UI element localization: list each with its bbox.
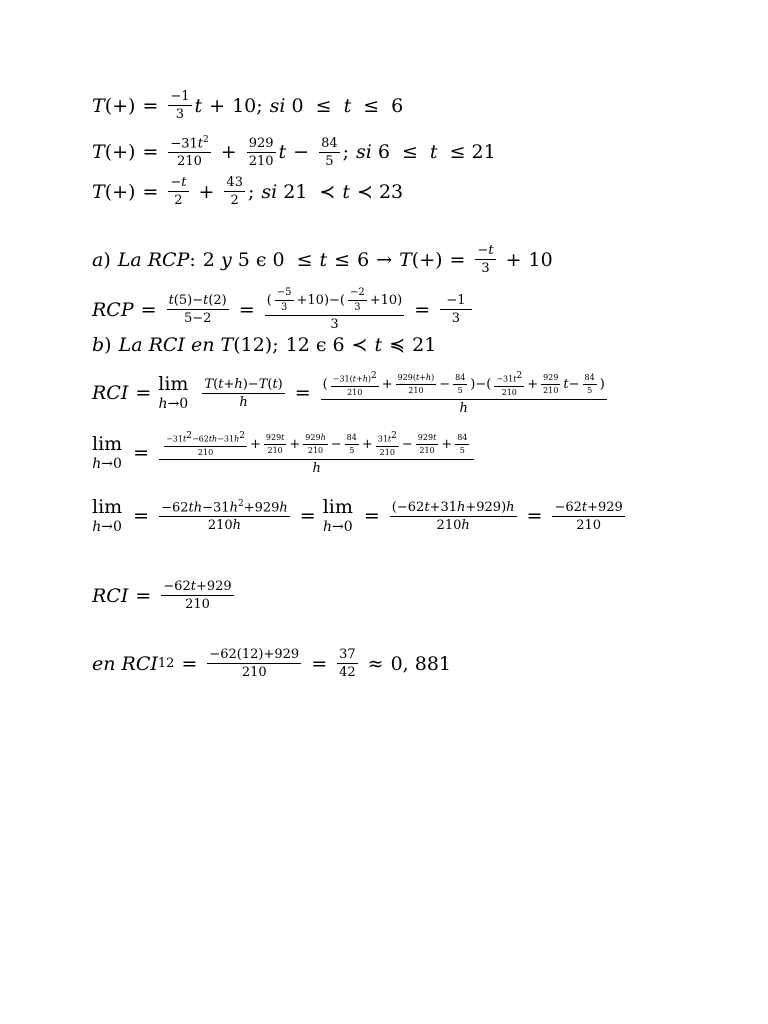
- rci-result: RCI = $\frac{-62t+929}{210}$: [92, 579, 232, 612]
- piecewise-line-1: T (+) = $\frac{-1}{3}$ t + 10; si 0 ≤ t ≤ 6: [92, 89, 404, 122]
- part-a-calculation: RCP = $\frac{t(5)-t(2)}{5-2}$ = ( $\frac{-5}{3}$ +10)−( $\frac{-2}{3}$ +10) 3 = $\frac{-1}{3}$: [92, 287, 470, 332]
- simplified-limit: lim h→0 = $\frac{-62th-31h^2+929h}{210h}$ = lim h→0 = $\frac{(-62t+31h+929)h}{210h}$ = $\frac{-62t+929}{210}$: [92, 496, 623, 535]
- piecewise-line-2: T (+) = $\frac{-31t^2}{210}$ + $\frac{929}{210}$ t − $\frac{84}{5}$ ; si 6 ≤ t ≤ 21: [92, 135, 496, 170]
- limit-definition: RCI = lim h→0 $\frac{T(t+h)-T(t)}{h}$ = ( $\frac{-31(t+h)^2}{210}$ + $\frac{929(t+h)}{210}$ − $\frac{84}{5}$ )−( $\frac{-31t^2}{210}$ + $\frac{929}{210}$ t− $\frac{84}{5}$ ) h: [92, 371, 605, 416]
- part-a-statement: a ) La RCP : 2 y 5 ϵ 0 ≤ t ≤ 6 → T (+) = $\frac{-t}{3}$ + 10: [92, 243, 553, 276]
- expanded-limit: lim h→0 = $\frac{-31t^2-62th-31h^2}{210}$ + $\frac{929t}{210}$ + $\frac{929h}{210}$ − $\frac{84}{5}$ + $\frac{31t^2}{210}$ − $\frac{929t}{210}$ + $\frac{84}{5}$ h: [92, 432, 477, 475]
- part-b-statement: b ) La RCI en T (12); 12 ϵ 6 ≺ t ≼ 21: [92, 334, 437, 356]
- piecewise-line-3: T (+) = $\frac{-t}{2}$ + $\frac{43}{2}$ ; si 21 ≺ t ≺ 23: [92, 175, 404, 208]
- rci-evaluation: en RCI 12 = $\frac{-62(12)+929}{210}$ = $\frac{37}{42}$ ≈ 0, 881: [92, 647, 452, 680]
